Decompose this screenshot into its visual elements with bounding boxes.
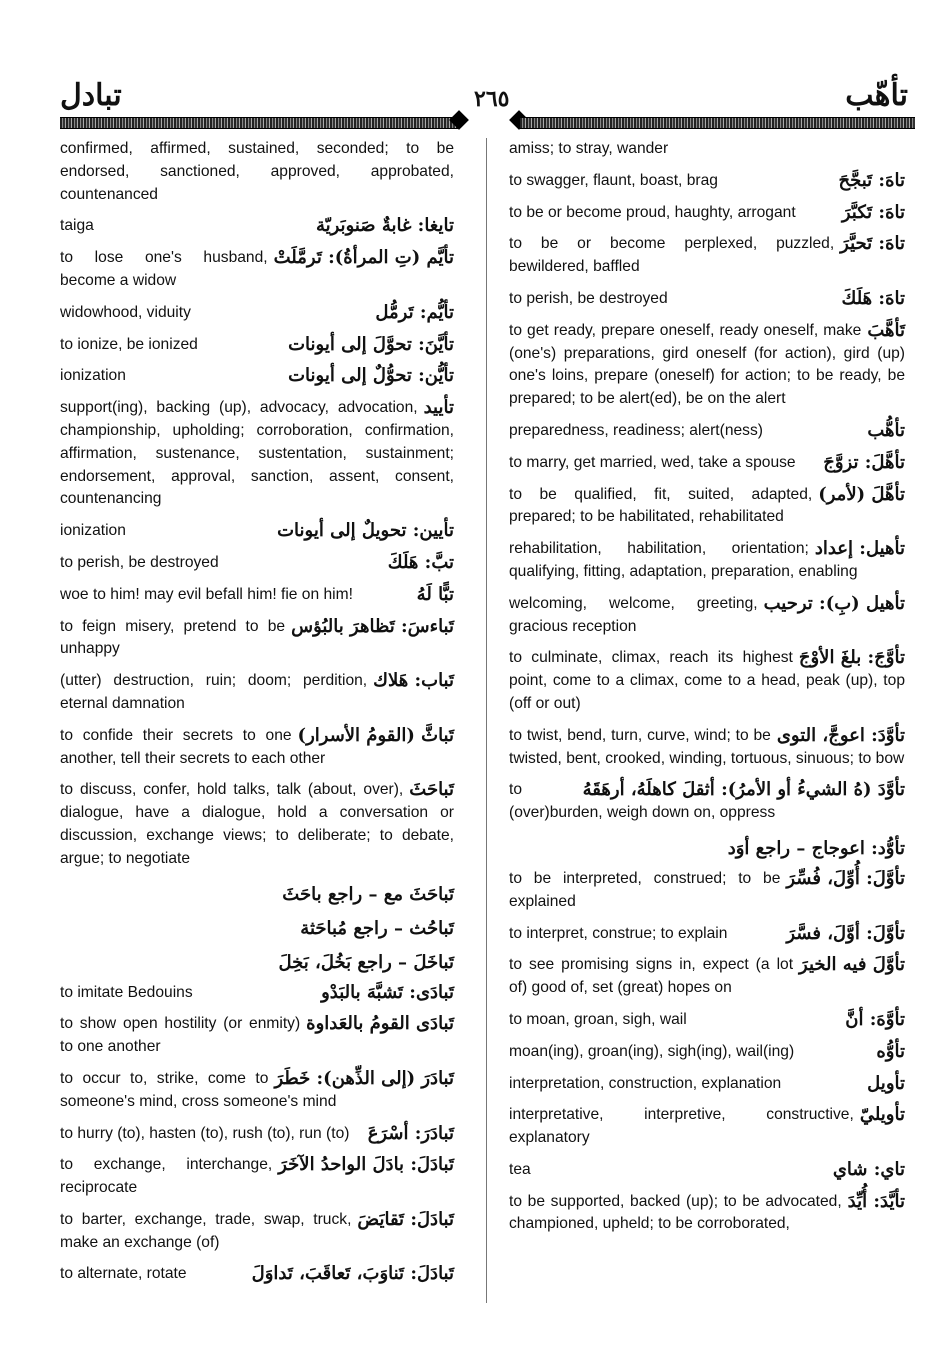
arabic-headword: تَبادَى: تَشبَّهَ بالبَدْو [321,981,454,1003]
english-definition: (utter) destruction, ruin; doom; perdition, eternal damnation [60,672,368,712]
dictionary-entry [60,725,454,771]
dictionary-entry [509,779,905,825]
dictionary-entry [509,1104,905,1150]
dictionary-entry [60,138,454,206]
cross-reference: تأوُّد: اعوجاج – راجع أوَد [727,837,905,859]
english-definition: to twist, bend, turn, curve, wind; to be twisted, bent, crooked, winding, tortuous, sinuous; to bow [509,726,905,767]
english-definition: rehabilitation, habilitation, orientation; qualifying, fitting, adaptation, preparation, enabling [509,540,858,580]
dictionary-entry [60,365,454,388]
dictionary-entry [509,538,905,584]
english-definition: confirmed, affirmed, sustained, seconded; to be endorsed, sanctioned, approved, approbated, countenanced [60,140,454,203]
english-definition: amiss; to stray, wander [509,140,669,157]
dictionary-entry [60,779,454,870]
arabic-headword: تأييد [423,397,454,419]
cross-reference: تَباحَثَ مع – راجع باحَثَ [282,883,454,905]
cross-reference: تَباخَلَ – راجع بَخُلَ، بَخِلَ [278,951,454,973]
arabic-headword: تاهَ: تَكبَّرَ [841,201,905,223]
english-definition: to confide their secrets to one another, tell their secrets to each other [60,726,326,767]
left-guide-word: تبادل [60,78,122,113]
dictionary-entry [509,233,905,279]
header-rule-left [60,117,458,129]
arabic-headword: تبَّ: هَلَكَ [387,551,454,573]
arabic-headword: تبًّا لَهُ [416,583,454,605]
english-definition: welcoming, welcome, greeting, gracious reception [509,594,758,635]
dictionary-entry [60,1154,454,1200]
english-definition: to be or become proud, haughty, arrogant [509,203,796,221]
cross-reference: تَباحُث – راجع مُباحَثة [300,917,454,939]
english-definition: to exchange, interchange, reciprocate [60,1156,273,1197]
dictionary-entry [509,1009,905,1032]
english-definition: preparedness, readiness; alert(ness) [509,421,763,439]
arabic-headword: تأهَّلَ (لأمر) [818,483,905,505]
arabic-headword: تأوَّجَ: بلغَ الأوْجَ [798,647,905,669]
english-definition: to perish, be destroyed [60,553,219,571]
arabic-headword: تأوَّلَ: أُوِّلَ، فُسِّرَ [786,867,905,889]
arabic-headword: تأويل [867,1072,905,1094]
arabic-headword: تأوَّلَ فيه الخيرَ [799,954,905,976]
english-definition: woe to him! may evil befall him! fie on him! [60,585,353,603]
dictionary-entry [509,1073,905,1096]
english-definition: interpretation, construction, explanation [509,1074,782,1092]
arabic-headword: تأوَّلَ: أوَّلَ، فسَّرَ [786,922,905,944]
arabic-headword: تأهيل: إعداد [814,538,905,560]
header-rule-right [520,117,915,129]
dictionary-entry [60,520,454,543]
dictionary-entry [60,215,454,238]
arabic-headword: تَأهَّبَ [867,319,905,341]
arabic-headword: تَبادَرَ (إلى الذِّهن): خَطَرَ [274,1067,454,1089]
arabic-headword: تأويليّ [859,1104,905,1126]
english-definition: to imitate Bedouins [60,983,193,1001]
dictionary-entry [60,247,454,293]
english-definition: to get ready, prepare oneself, ready oneself, make (one's) preparations, gird oneself (for action), gird (up) one's loins, prepare (oneself) for action; to be ready, be prepared; to be alert(ed), be on the alert [509,321,905,408]
arabic-headword: تاهَ: تَبجَّحَ [838,169,905,191]
arabic-headword: تأيين: تحويلٌ إلى أيونات [277,520,454,542]
english-definition: to show open hostility (or enmity) to one another [60,1015,301,1056]
arabic-headword: تَبادَرَ: أسْرَعَ [367,1122,454,1144]
dictionary-entry [509,954,905,1000]
english-definition: moan(ing), groan(ing), sigh(ing), wail(ing) [509,1042,795,1060]
arabic-headword: تَباثَّ (القومُ الأسرار) [297,724,454,746]
english-definition: to be or become perplexed, puzzled, bewildered, baffled [509,235,835,276]
english-definition: interpretative, interpretive, constructive, explanatory [509,1106,854,1147]
english-definition: taiga [60,217,94,235]
english-definition: support(ing), backing (up), advocacy, advocation, championship, upholding; corroboration, confirmation, affirmation, sustenance, sustentation, sustainment; endorsement, approval, sanction, assent, consent, countenancing [60,399,454,508]
arabic-headword: تأوَّدَ: اعوجَّ، التوى [776,724,905,746]
arabic-headword: تَبادَلَ: بادَلَ الواحدُ الآخَرَ [278,1154,454,1176]
arabic-headword: تأهُّب [867,419,905,441]
english-definition: to marry, get married, wed, take a spouse [509,453,796,471]
english-definition: to barter, exchange, trade, swap, truck, make an exchange (of) [60,1210,352,1251]
arabic-headword: تأوُّه [876,1040,905,1062]
english-definition: to ionize, be ionized [60,335,198,353]
dictionary-entry [509,202,905,225]
english-definition: to be supported, backed (up); to be advocated, championed, upheld; to be corroborated, [509,1192,842,1233]
arabic-headword: تأيَّدَ: أُيِّدَ [847,1190,905,1212]
english-definition: tea [509,1160,531,1178]
dictionary-entry [60,302,454,325]
dictionary-entry [509,868,905,914]
dictionary-entry [60,397,454,511]
arabic-headword: تاهَ: تَحيَّرَ [840,233,905,255]
dictionary-entry [509,725,905,771]
english-definition: to interpret, construe; to explain [509,924,728,942]
english-definition: ionization [60,522,126,540]
english-definition: to lose one's husband, become a widow [60,249,268,289]
right-column [509,138,905,1245]
arabic-headword: تاي: شاي [832,1158,905,1180]
english-definition: to discuss, confer, hold talks, talk (about, over), dialogue, have a dialogue, hold a conversation or discussion, exchange views; to deliberate; to debate, argue; to negotiate [60,781,454,867]
dictionary-entry [509,288,905,311]
english-definition: ionization [60,367,126,385]
arabic-headword: تَباءسَ: تَظاهرَ بالبُؤس [291,615,454,637]
dictionary-entry [509,593,905,639]
arabic-headword: تأيُّن: تحوُّلٌ إلى أيونات [288,365,454,387]
arabic-headword: تاهَ: هَلَكَ [841,287,905,309]
english-definition: to moan, groan, sigh, wail [509,1010,687,1028]
dictionary-entry [60,616,454,662]
english-definition: to see promising signs in, expect (a lot of) good of, set (great) hopes on [509,956,794,997]
english-definition: to culminate, climax, reach its highest point, come to a climax, come to a head, peak (up), top (off or out) [509,649,905,712]
english-definition: to perish, be destroyed [509,289,668,307]
arabic-headword: تَبادَى القومُ بالعَداوة [306,1013,454,1035]
right-guide-word: تأهّب [845,78,908,113]
dictionary-entry [509,1191,905,1237]
arabic-headword: تَبادَلَ: تَناوَبَ، تَعاقَبَ، تَداوَلَ [251,1263,454,1285]
english-definition: to (over)burden, weigh down on, oppress [509,781,776,822]
english-definition: to feign misery, pretend to be unhappy [60,617,286,658]
arabic-headword: تأوَّدَ (هُ الشيءُ أو الأمرُ): أثقلَ كاهلَهُ، أرهَقَهُ [582,779,905,801]
dictionary-entry [60,584,454,607]
arabic-headword: تأوَّهَ: أنَّ [845,1008,905,1030]
dictionary-entry [60,1068,454,1114]
arabic-headword: تأهَّلَ: تزوَّجَ [823,451,905,473]
page-header [0,78,938,118]
arabic-headword: تَباحَثَ [409,779,454,801]
page-number: ٢٦٥ [474,86,510,112]
dictionary-entry [60,982,454,1005]
dictionary-entry [60,1263,454,1286]
dictionary-entry [509,420,905,443]
dictionary-entry [60,1209,454,1255]
dictionary-entry [509,647,905,715]
left-column [60,138,454,1295]
arabic-headword: تَبادَلَ: تَقايَضَ [357,1208,454,1230]
dictionary-entry [509,320,905,411]
english-definition: to swagger, flaunt, boast, brag [509,171,718,189]
english-definition: to be qualified, fit, suited, adapted, prepared; to be habilitated, rehabilitated [509,485,813,526]
arabic-headword: تأيُّم: تَرمُّل [375,301,454,323]
arabic-headword: تأيَّنَ: تحوَّلَ إلى أيونات [288,333,454,355]
english-definition: to occur to, strike, come to someone's mind, cross someone's mind [60,1069,337,1110]
dictionary-entry [60,1013,454,1059]
dictionary-entry [509,1041,905,1064]
dictionary-entry [60,334,454,357]
arabic-headword: تأيَّم (تِ المرأةُ): تَرمَّلَتْ [273,247,454,269]
dictionary-entry [509,484,905,530]
english-definition: to hurry (to), hasten (to), rush (to), run (to) [60,1124,350,1142]
dictionary-entry [60,670,454,716]
column-divider [486,138,487,1303]
dictionary-entry [509,138,905,161]
arabic-headword: تَباب: هَلاك [373,670,454,692]
arabic-headword: تايغا: غابةٌ صَنوبَريّة [315,215,454,237]
english-definition: to be interpreted, construed; to be explained [509,869,781,910]
arabic-headword: تأهيل (بِ): ترحيب [763,592,905,614]
dictionary-entry [60,552,454,575]
dictionary-entry [509,1159,905,1182]
english-definition: widowhood, viduity [60,303,191,321]
dictionary-entry [509,923,905,946]
dictionary-entry [509,452,905,475]
english-definition: to alternate, rotate [60,1265,187,1283]
dictionary-entry [60,1123,454,1146]
dictionary-entry [509,170,905,193]
